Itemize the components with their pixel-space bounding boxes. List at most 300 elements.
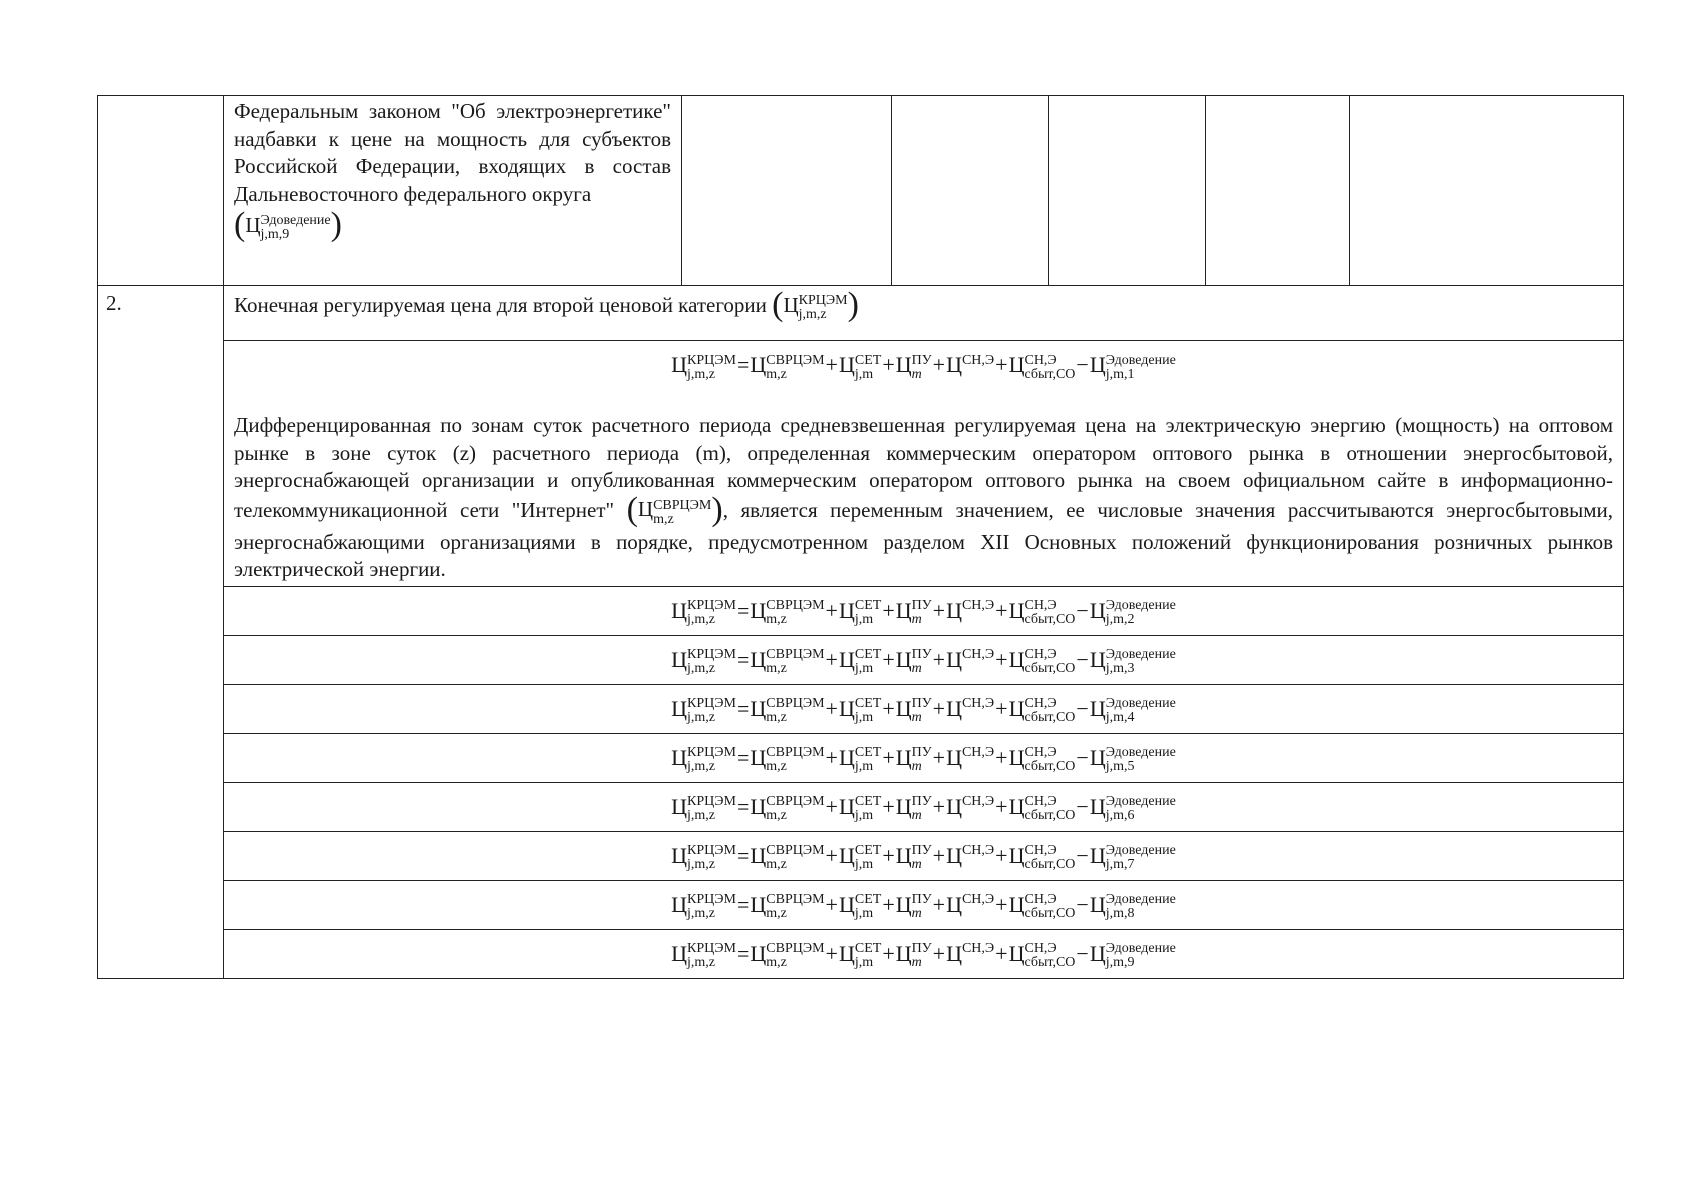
symbol-indices (766, 795, 824, 823)
symbol-sup: КРЦЭМ (687, 892, 736, 908)
equals-sign: = (736, 695, 750, 721)
symbol-sup: СВРЦЭМ (766, 598, 825, 614)
symbol-sub: j,m,z (687, 366, 716, 382)
empty-cell (682, 96, 892, 286)
empty-cell (1350, 96, 1624, 286)
formula-term (839, 685, 881, 733)
formula-term (671, 636, 736, 684)
symbol-sup: СН,Э (1024, 352, 1057, 368)
formula-term (671, 341, 736, 389)
symbol-sub: j,m,8 (1105, 906, 1135, 922)
formula-term (946, 341, 994, 389)
symbol-sub (962, 662, 994, 676)
formula-term (750, 734, 824, 782)
plus-sign: + (882, 597, 895, 623)
symbol-indices (855, 354, 881, 382)
symbol-sup: Эдоведение (1105, 843, 1176, 859)
formula-term (1009, 636, 1076, 684)
symbol-base: Ц (1089, 744, 1106, 770)
symbol-base: Ц (895, 744, 912, 770)
symbol-sub: m (911, 808, 922, 824)
plus-sign: + (825, 646, 838, 672)
formula-term (1009, 783, 1076, 831)
formula-term (839, 587, 881, 635)
symbol-sup: КРЦЭМ (687, 696, 736, 712)
symbol-indices (1024, 354, 1075, 382)
plus-sign: + (995, 646, 1008, 672)
symbol-base: Ц (895, 646, 912, 672)
symbol-sub: m (911, 857, 922, 873)
symbol-indices (1024, 746, 1075, 774)
symbol-sup: СН,Э (1024, 941, 1057, 957)
table-row-formula (98, 782, 1624, 831)
symbol-indices (855, 697, 881, 725)
plus-sign: + (882, 695, 895, 721)
symbol-indices (687, 795, 736, 823)
plus-sign: + (882, 352, 895, 377)
symbol-sup: КРЦЭМ (687, 352, 736, 368)
table-row-formula (98, 635, 1624, 684)
symbol-sup: СН,Э (961, 696, 995, 712)
formula-term (1009, 685, 1076, 733)
row-number-cell (98, 96, 224, 286)
formula-paragraph-cell (224, 341, 1624, 587)
symbol-sub (962, 956, 994, 970)
symbol-sup: КРЦЭМ (687, 745, 736, 761)
minus-sign: − (1076, 891, 1089, 917)
symbol-indices (855, 746, 881, 774)
symbol-base: Ц (1008, 597, 1025, 623)
symbol-sup: КРЦЭМ (687, 941, 736, 957)
symbol-sup: КРЦЭМ (687, 794, 736, 810)
formula-term (1090, 734, 1176, 782)
symbol-sup: ПУ (911, 843, 932, 859)
symbol-sup: СН,Э (961, 794, 995, 810)
formula-term (671, 734, 736, 782)
symbol-sub: j,m (854, 710, 874, 726)
formula-cell (224, 733, 1624, 782)
row-number-cell: 2. (98, 286, 224, 979)
symbol-indices (962, 942, 994, 970)
empty-cell (1049, 96, 1206, 286)
plus-sign: + (995, 940, 1008, 966)
formula-term (896, 930, 932, 978)
symbol-base: Ц (750, 744, 767, 770)
symbol-sup: СВРЦЭМ (766, 647, 825, 663)
symbol-base: Ц (895, 352, 912, 377)
formula-term (1009, 734, 1076, 782)
formula-term (1090, 930, 1176, 978)
formula-term (1090, 341, 1176, 389)
symbol-base: Ц (1008, 352, 1025, 377)
symbol-sub: m (911, 710, 922, 726)
symbol-base: Ц (838, 744, 855, 770)
symbol-base: Ц (838, 352, 855, 377)
symbol-sub: j,m,7 (1105, 857, 1135, 873)
table-row-formula (98, 684, 1624, 733)
equals-sign: = (736, 940, 750, 966)
symbol-sup: ПУ (911, 892, 932, 908)
left-paren: ( (234, 206, 246, 243)
minus-sign: − (1076, 597, 1089, 623)
symbol-base: Ц (946, 940, 962, 966)
symbol-sub: сбыт,СО (1024, 857, 1076, 873)
formula-term (839, 783, 881, 831)
symbol-base: Ц (1089, 793, 1106, 819)
formula (224, 685, 1623, 733)
symbol-sub: j,m (854, 857, 874, 873)
symbol-indices (687, 746, 736, 774)
symbol-indices (912, 746, 932, 774)
symbol-sup: СН,Э (961, 745, 995, 761)
minus-sign: − (1076, 646, 1089, 672)
symbol-sub (962, 858, 994, 872)
symbol-sup: СН,Э (961, 352, 995, 368)
formula-term (1009, 587, 1076, 635)
symbol-sup: СЕТ (854, 745, 882, 761)
symbol-base: Ц (838, 891, 855, 917)
table-row-formula-1 (98, 341, 1624, 587)
formula-term (896, 783, 932, 831)
equals-sign: = (736, 842, 750, 868)
symbol-base: Ц (1089, 891, 1106, 917)
symbol-sup: Эдоведение (1105, 696, 1176, 712)
symbol-sub: m,z (766, 612, 787, 628)
symbol-sub: j,m,6 (1105, 808, 1135, 824)
formula-term (896, 881, 932, 929)
symbol-sub: m,z (766, 759, 787, 775)
right-paren: ) (711, 490, 723, 528)
symbol-sup: СВРЦЭМ (766, 892, 825, 908)
symbol-indices (962, 795, 994, 823)
symbol-sub: j,m,2 (1105, 612, 1135, 628)
symbol-base: Ц (1089, 842, 1106, 868)
symbol-base: Ц (750, 695, 767, 721)
formula-term (1009, 930, 1076, 978)
symbol-indices (1024, 893, 1075, 921)
formula-term (750, 587, 824, 635)
formula-term (750, 783, 824, 831)
symbol-indices (766, 599, 824, 627)
symbol-sub: сбыт,СО (1024, 710, 1076, 726)
symbol-sub: j,m,z (687, 906, 716, 922)
symbol-indices (766, 354, 824, 382)
symbol-sub: m,z (766, 710, 787, 726)
plus-sign: + (825, 744, 838, 770)
formula-cell (224, 635, 1624, 684)
symbol-indices (855, 599, 881, 627)
right-paren: ) (330, 206, 342, 243)
symbol-sub: j,m (854, 759, 874, 775)
empty-cell (1206, 96, 1350, 286)
symbol-sub (962, 711, 994, 725)
symbol-group (234, 206, 671, 244)
symbol-indices (962, 648, 994, 676)
symbol-sup: КРЦЭМ (687, 598, 736, 614)
minus-sign: − (1076, 940, 1089, 966)
symbol-sup: КРЦЭМ (687, 843, 736, 859)
symbol-sub: m,z (653, 511, 674, 527)
symbol-sup: СЕТ (854, 647, 882, 663)
formula-cell (224, 782, 1624, 831)
plus-sign: + (932, 842, 946, 868)
symbol-base: Ц (1089, 646, 1106, 672)
symbol-indices (1106, 844, 1176, 872)
equals-sign: = (736, 744, 750, 770)
formula-term (896, 587, 932, 635)
symbol-indices (912, 942, 932, 970)
formula (224, 636, 1623, 684)
equals-sign: = (736, 793, 750, 819)
minus-sign: − (1076, 695, 1089, 721)
symbol-sup: СЕТ (854, 892, 882, 908)
symbol-indices (766, 942, 824, 970)
symbol-base: Ц (1089, 597, 1106, 623)
formula (224, 881, 1623, 929)
plus-sign: + (882, 744, 895, 770)
symbol-base: Ц (946, 597, 962, 623)
formula-term (946, 636, 994, 684)
right-paren: ) (847, 286, 859, 323)
formula-term (946, 930, 994, 978)
symbol-sup: Эдоведение (1105, 647, 1176, 663)
symbol-sub: j,m (854, 366, 874, 382)
plus-sign: + (995, 352, 1008, 377)
symbol-indices (1024, 795, 1075, 823)
symbol-sub (962, 907, 994, 921)
symbol-sup: СВРЦЭМ (766, 696, 825, 712)
symbol-base: Ц (750, 940, 767, 966)
symbol-base: Ц (895, 940, 912, 966)
symbol-indices (855, 648, 881, 676)
table-row-formula (98, 733, 1624, 782)
plus-sign: + (932, 891, 946, 917)
formula-term (671, 832, 736, 880)
symbol-sup: КРЦЭМ (687, 647, 736, 663)
formula-term (946, 685, 994, 733)
symbol-base: Ц (1008, 695, 1025, 721)
symbol-sup: СН,Э (1024, 745, 1057, 761)
plus-sign: + (882, 793, 895, 819)
formula-term (839, 832, 881, 880)
equals-sign: = (736, 597, 750, 623)
symbol-base: Ц (750, 842, 767, 868)
symbol-indices (687, 942, 736, 970)
symbol-base: Ц (671, 646, 688, 672)
symbol-sub: m (911, 955, 922, 971)
symbol-indices (912, 697, 932, 725)
formula-term (946, 783, 994, 831)
symbol-sub: j,m (854, 906, 874, 922)
symbol-base: Ц (1089, 940, 1106, 966)
plus-sign: + (995, 597, 1008, 623)
symbol-sub: j,m,9 (260, 227, 290, 242)
equals-sign: = (736, 646, 750, 672)
symbol-base: Ц (1008, 891, 1025, 917)
table-row-2-title (98, 286, 1624, 341)
symbol-base: Ц (671, 744, 688, 770)
symbol-sup: СВРЦЭМ (766, 352, 825, 368)
formula-term (946, 587, 994, 635)
minus-sign: − (1076, 842, 1089, 868)
symbol-sup: ПУ (911, 941, 932, 957)
plus-sign: + (995, 842, 1008, 868)
symbol-indices (912, 648, 932, 676)
formula-term (750, 832, 824, 880)
symbol-sup: ПУ (911, 745, 932, 761)
formula-term (1009, 341, 1076, 389)
symbol-sub: j,m (854, 955, 874, 971)
minus-sign: − (1076, 744, 1089, 770)
formula-term (671, 930, 736, 978)
symbol-sup: СН,Э (961, 843, 995, 859)
plus-sign: + (995, 891, 1008, 917)
symbol-sub: сбыт,СО (1024, 955, 1076, 971)
symbol-base: Ц (671, 695, 688, 721)
symbol-indices (962, 746, 994, 774)
plus-sign: + (882, 646, 895, 672)
symbol-sup: СВРЦЭМ (766, 745, 825, 761)
symbol-base: Ц (895, 891, 912, 917)
symbol-base: Ц (838, 940, 855, 966)
symbol-sup: СН,Э (961, 647, 995, 663)
symbol-base: Ц (783, 292, 799, 317)
symbol-indices (855, 844, 881, 872)
formula-cell (224, 880, 1624, 929)
equals-sign: = (736, 352, 750, 377)
symbol-sup: ПУ (911, 647, 932, 663)
symbol-sup: Эдоведение (1105, 794, 1176, 810)
symbol-sub: m (911, 759, 922, 775)
symbol-indices (855, 795, 881, 823)
formula-cell (224, 586, 1624, 635)
symbol-indices (1106, 648, 1176, 676)
symbol-sub: сбыт,СО (1024, 661, 1076, 677)
symbol-base: Ц (671, 891, 688, 917)
symbol-sub: j,m (854, 612, 874, 628)
formula-term (1090, 832, 1176, 880)
symbol-base: Ц (637, 497, 654, 522)
formula-cell (224, 831, 1624, 880)
plus-sign: + (825, 940, 838, 966)
left-paren: ( (626, 490, 638, 528)
symbol-base: Ц (946, 793, 962, 819)
symbol-indices (855, 893, 881, 921)
title-cell (224, 286, 1624, 341)
symbol-indices (687, 697, 736, 725)
symbol-sup: СВРЦЭМ (653, 497, 712, 513)
formula-term (839, 341, 881, 389)
equals-sign: = (736, 891, 750, 917)
symbol-indices (912, 354, 932, 382)
symbol-sub: m (911, 906, 922, 922)
symbol-indices (962, 354, 994, 382)
symbol-sub (962, 760, 994, 774)
table-row-formula (98, 880, 1624, 929)
plus-sign: + (825, 352, 838, 377)
symbol-indices (687, 844, 736, 872)
symbol-indices (912, 599, 932, 627)
symbol-sub: сбыт,СО (1024, 906, 1076, 922)
paragraph-text-1: Дифференцированная по зонам суток расчетного периода средневзвешенная регулируемая цена на электрическую энергию (мощность) на оптовом рынке в зоне суток (z) расчетного периода (m), определенная коммерческим оператором оптового рынка в отношении энергосбытовой, энергоснабжающей организации и опубликованная коммерческим оператором оптового рынка на своем официальном сайте в информационно-телекоммуникационной сети "Интернет" (234, 413, 1613, 522)
plus-sign: + (882, 842, 895, 868)
price-symbol (638, 496, 711, 525)
symbol-sub: m,z (766, 857, 787, 873)
symbol-base: Ц (671, 842, 688, 868)
formula-term (1009, 832, 1076, 880)
symbol-sub: j,m,z (687, 710, 716, 726)
symbol-indices (1106, 599, 1176, 627)
symbol-base: Ц (946, 744, 962, 770)
formula-term (839, 881, 881, 929)
symbol-base: Ц (750, 646, 767, 672)
symbol-sup: СН,Э (961, 941, 995, 957)
symbol-base: Ц (750, 793, 767, 819)
minus-sign: − (1076, 352, 1089, 377)
symbol-indices (766, 746, 824, 774)
plus-sign: + (932, 646, 946, 672)
symbol-base: Ц (1089, 695, 1106, 721)
symbol-sup: КРЦЭМ (798, 293, 848, 308)
plus-sign: + (825, 695, 838, 721)
symbol-indices (912, 844, 932, 872)
plus-sign: + (932, 695, 946, 721)
description-cell (224, 96, 682, 286)
formula-term (946, 734, 994, 782)
explanation-paragraph (224, 411, 1623, 586)
symbol-sub: j,m,1 (1105, 366, 1135, 382)
symbol-indices (1024, 844, 1075, 872)
symbol-sup: СВРЦЭМ (766, 794, 825, 810)
symbol-base: Ц (895, 842, 912, 868)
symbol-sub: m,z (766, 661, 787, 677)
symbol-sub: j,m (854, 661, 874, 677)
title-symbol-group (772, 286, 859, 323)
minus-sign: − (1076, 793, 1089, 819)
symbol-sup: Эдоведение (1105, 745, 1176, 761)
symbol-indices (1106, 746, 1176, 774)
symbol-base: Ц (750, 352, 767, 377)
symbol-base: Ц (946, 695, 962, 721)
table-row-continuation (98, 96, 1624, 286)
symbol-sup: СЕТ (854, 598, 882, 614)
symbol-sub: j,m,5 (1105, 759, 1135, 775)
symbol-base: Ц (1008, 940, 1025, 966)
description-text: Федеральным законом "Об электроэнергетике" надбавки к цене на мощность для субъектов Российской Федерации, входящих в состав Дальневосточного федерального округа (234, 99, 671, 206)
symbol-sub: m,z (766, 808, 787, 824)
symbol-indices (687, 648, 736, 676)
symbol-sub (962, 613, 994, 627)
symbol-indices (962, 599, 994, 627)
symbol-indices (962, 844, 994, 872)
formula-term (750, 930, 824, 978)
symbol-sup: Эдоведение (1105, 352, 1176, 368)
symbol-sub: m (911, 661, 922, 677)
formula-term (1009, 881, 1076, 929)
formula-term (839, 636, 881, 684)
formula-term (839, 734, 881, 782)
plus-sign: + (995, 695, 1008, 721)
formula-term (946, 832, 994, 880)
symbol-indices (261, 214, 331, 242)
symbol-indices (766, 893, 824, 921)
formula (224, 832, 1623, 880)
symbol-indices (1024, 942, 1075, 970)
table-row-formula (98, 831, 1624, 880)
symbol-sub: j,m,4 (1105, 710, 1135, 726)
symbol-sup: СН,Э (1024, 843, 1057, 859)
symbol-base: Ц (946, 842, 962, 868)
